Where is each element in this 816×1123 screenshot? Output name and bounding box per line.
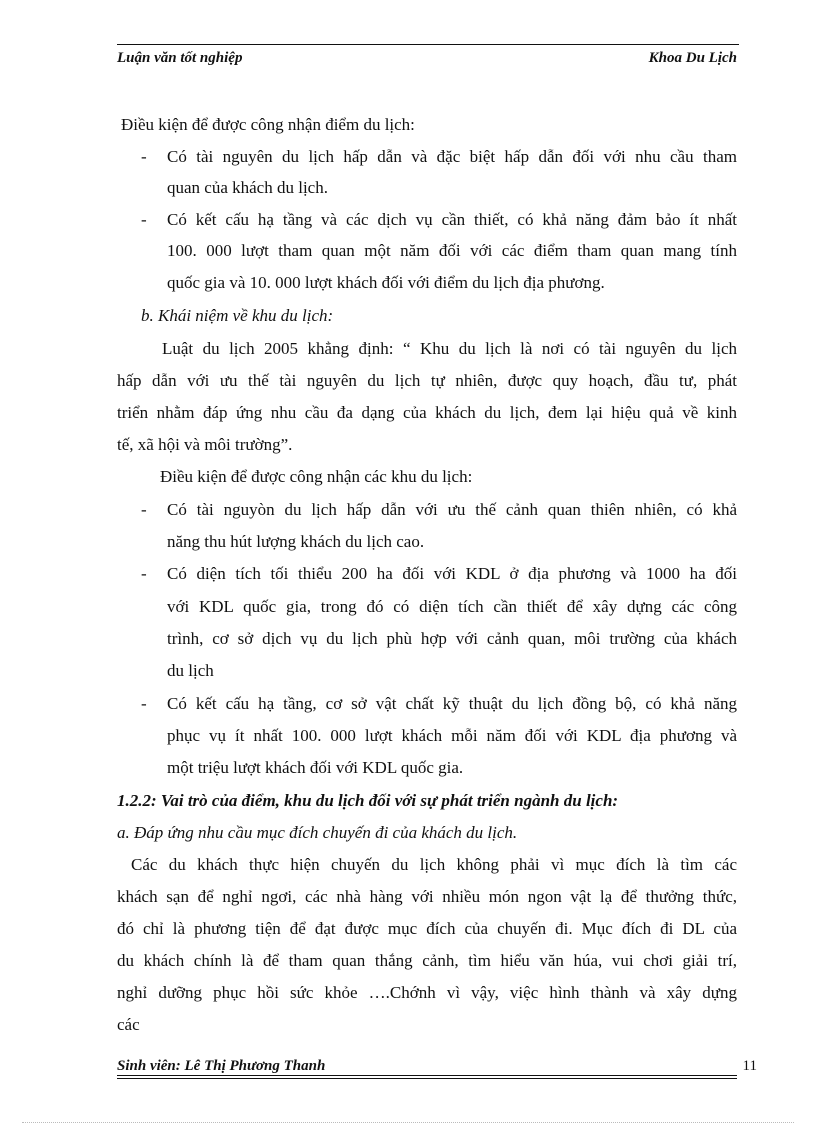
paragraph-conditions-point: Điều kiện để được công nhận điểm du lịch: xyxy=(121,115,415,134)
paragraph-4-line-6: các xyxy=(117,1015,140,1034)
bullet-dash: - xyxy=(141,210,147,229)
bullet-4-line-1: Có diện tích tối thiểu 200 ha đối với KDL ở địa phương và 1000 ha đối xyxy=(167,564,737,583)
bullet-dash: - xyxy=(141,564,147,583)
bullet-dash: - xyxy=(141,500,147,519)
bullet-1-line-1: Có tài nguyên du lịch hấp dẫn và đặc biệt hấp dẫn đối với nhu cầu tham xyxy=(167,147,737,166)
paragraph-2-line-2: hấp dẫn với ưu thế tài nguyên du lịch tự nhiên, được quy hoạch, đầu tư, phát xyxy=(117,371,737,390)
header-rule xyxy=(117,44,739,45)
bullet-2-line-3: quốc gia và 10. 000 lượt khách đối với điểm du lịch địa phương. xyxy=(167,273,605,292)
bullet-4-line-4: du lịch xyxy=(167,661,214,680)
footer-rule xyxy=(117,1075,737,1076)
page-header xyxy=(117,48,737,70)
bullet-3-line-2: năng thu hút lượng khách du lịch cao. xyxy=(167,532,425,551)
paragraph-4-line-2: khách sạn để nghỉ ngơi, các nhà hàng với nhiều món ngon vật lạ để thưởng thức, xyxy=(117,887,737,906)
paragraph-4-line-3: đó chỉ là phương tiện để đạt được mục đích của chuyến đi. Mục đích đi DL của xyxy=(117,919,737,938)
header-left-text: Luận văn tốt nghiệp xyxy=(117,50,243,66)
paragraph-4-line-5: nghỉ dưỡng phục hồi sức khỏe ….Chớnh vì vậy, việc hình thành và xây dựng xyxy=(117,983,737,1002)
paragraph-2-line-1: Luật du lịch 2005 khẳng định: “ Khu du lịch là nơi có tài nguyên du lịch xyxy=(162,339,737,358)
page-footer xyxy=(117,1056,757,1080)
paragraph-4-line-1: Các du khách thực hiện chuyến du lịch không phải vì mục đích là tìm các xyxy=(131,855,737,874)
bullet-1-line-2: quan của khách du lịch. xyxy=(167,178,328,197)
footer-author: Sinh viên: Lê Thị Phương Thanh xyxy=(117,1058,326,1074)
bullet-2-line-1: Có kết cấu hạ tầng và các dịch vụ cần thiết, có khả năng đảm bảo ít nhất xyxy=(167,210,737,229)
section-heading-1-2-2: 1.2.2: Vai trò của điểm, khu du lịch đối với sự phát triển ngành du lịch: xyxy=(117,791,619,810)
bullet-5-line-3: một triệu lượt khách đối với KDL quốc gia. xyxy=(167,758,464,777)
bullet-dash: - xyxy=(141,147,147,166)
bullet-3-line-1: Có tài nguyòn du lịch hấp dẫn với ưu thế cảnh quan thiên nhiên, có khả xyxy=(167,500,737,519)
paragraph-conditions-area: Điều kiện để được công nhận các khu du lịch: xyxy=(160,467,473,486)
bullet-5-line-2: phục vụ ít nhất 100. 000 lượt khách mỗi năm đối với KDL địa phương và xyxy=(167,726,737,745)
paragraph-4-line-4: du khách chính là để tham quan thắng cảnh, tìm hiểu văn húa, vui chơi giải trí, xyxy=(117,951,737,970)
header-right-text: Khoa Du Lịch xyxy=(648,50,737,66)
bullet-4-line-2: với KDL quốc gia, trong đó có diện tích cần thiết để xây dựng các công xyxy=(167,597,737,616)
paragraph-2-line-4: tế, xã hội và môi trường”. xyxy=(117,435,293,454)
page-number: 11 xyxy=(742,1058,757,1074)
bullet-4-line-3: trình, cơ sở dịch vụ du lịch phù hợp với cảnh quan, môi trường của khách xyxy=(167,629,737,648)
bullet-dash: - xyxy=(141,694,147,713)
bullet-2-line-2: 100. 000 lượt tham quan một năm đối với các điểm tham quan mang tính xyxy=(167,241,737,260)
paragraph-2-line-3: triển nhằm đáp ứng nhu cầu đa dạng của khách du lịch, đem lại hiệu quả về kinh xyxy=(117,403,737,422)
bullet-5-line-1: Có kết cấu hạ tầng, cơ sở vật chất kỹ thuật du lịch đồng bộ, có khả năng xyxy=(167,694,737,713)
heading-b: b. Khái niệm về khu du lịch: xyxy=(141,306,334,325)
footer-rule xyxy=(117,1078,737,1079)
heading-a: a. Đáp ứng nhu cầu mục đích chuyến đi của khách du lịch. xyxy=(117,823,518,842)
